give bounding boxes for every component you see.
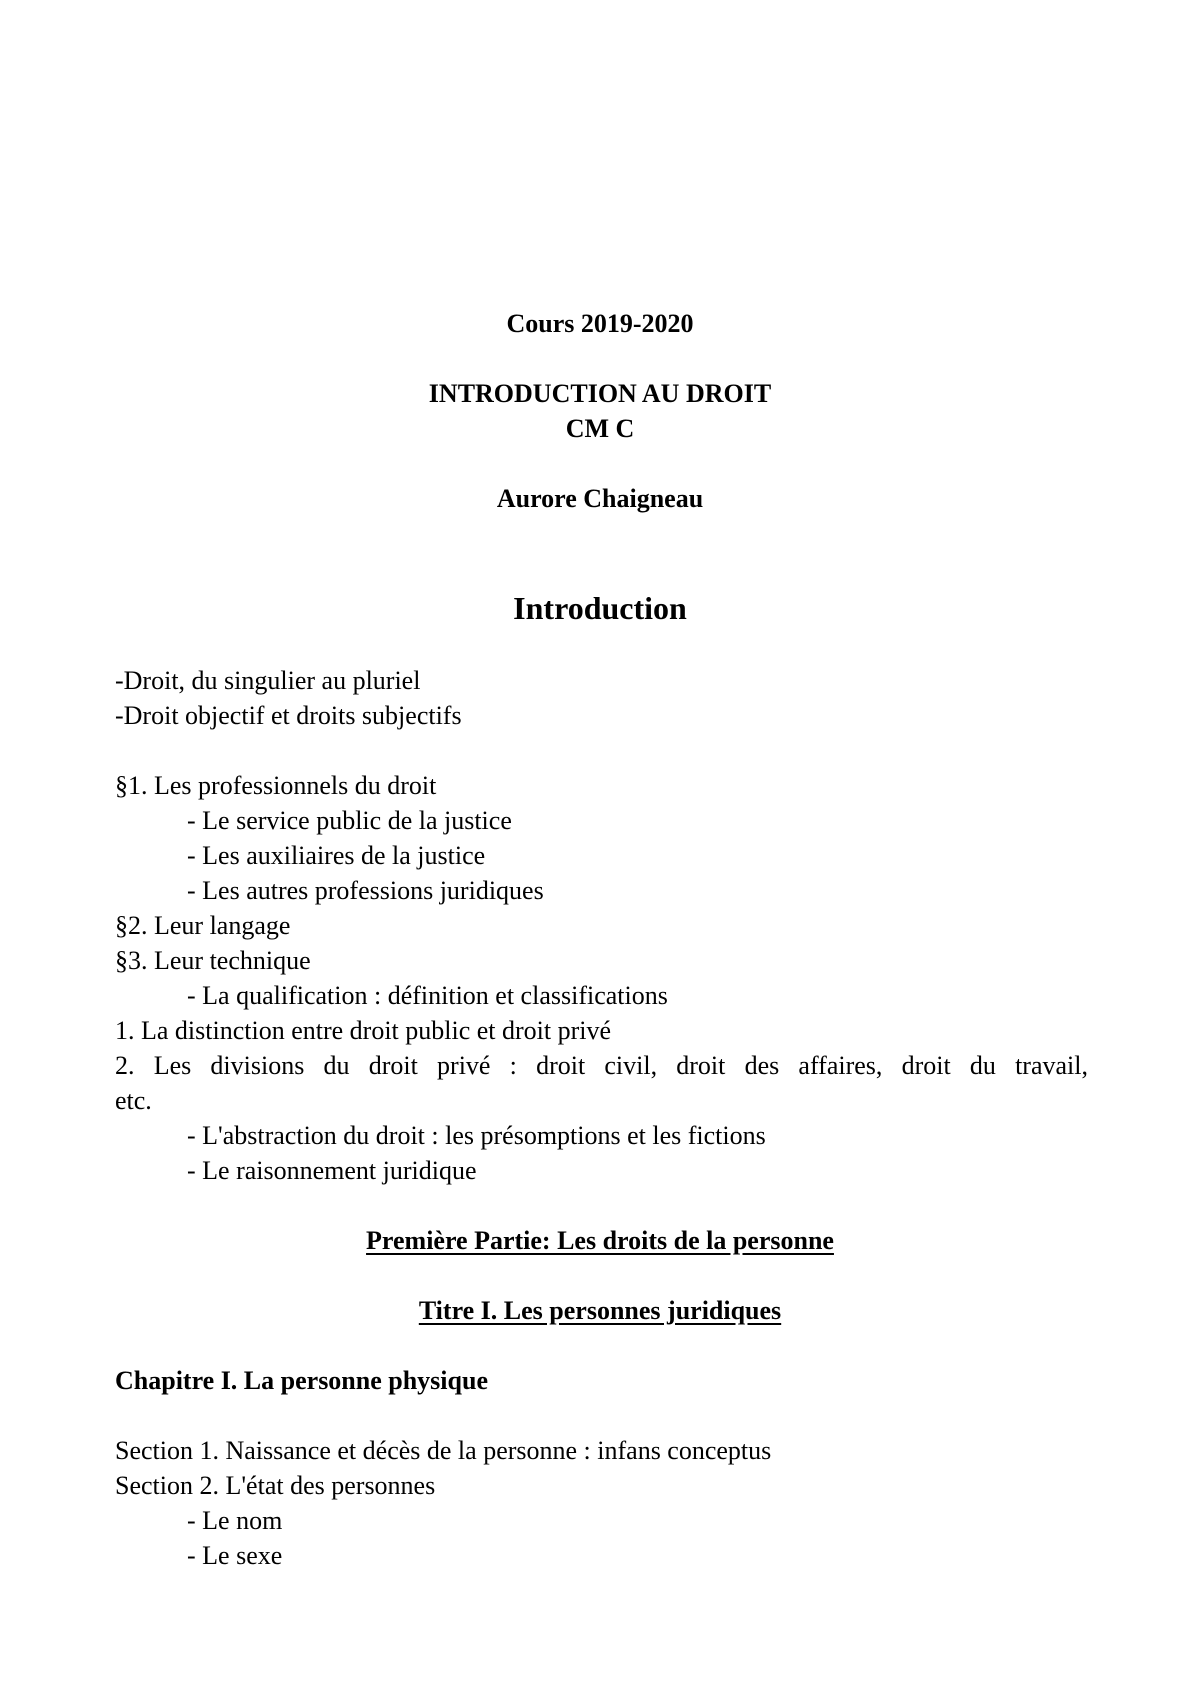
section-3-item: - Le raisonnement juridique bbox=[187, 1156, 477, 1185]
numbered-item: 2. Les divisions du droit privé : droit civil, droit des affaires, droit du travail, bbox=[115, 1051, 1088, 1080]
introduction-heading: Introduction bbox=[513, 590, 687, 626]
intro-point: -Droit objectif et droits subjectifs bbox=[115, 701, 462, 730]
numbered-item: 1. La distinction entre droit public et droit privé bbox=[115, 1016, 612, 1045]
section-3-title: §3. Leur technique bbox=[115, 946, 311, 975]
section-3-item: - L'abstraction du droit : les présomptions et les fictions bbox=[187, 1121, 766, 1150]
chapter-section: Section 1. Naissance et décès de la personne : infans conceptus bbox=[115, 1436, 772, 1465]
section-1-item: - Les auxiliaires de la justice bbox=[187, 841, 486, 870]
section-1-item: - Le service public de la justice bbox=[187, 806, 512, 835]
section-1-item: - Les autres professions juridiques bbox=[187, 876, 544, 905]
section-3-item: - La qualification : définition et classifications bbox=[187, 981, 668, 1010]
part-title: Première Partie: Les droits de la personne bbox=[366, 1226, 834, 1255]
titre-heading: Titre I. Les personnes juridiques bbox=[418, 1296, 782, 1325]
chapter-section-item: - Le nom bbox=[187, 1506, 283, 1535]
course-group: CM C bbox=[565, 414, 635, 443]
section-1-title: §1. Les professionnels du droit bbox=[115, 771, 437, 800]
author-name: Aurore Chaigneau bbox=[496, 484, 704, 513]
numbered-item-continuation: etc. bbox=[115, 1086, 152, 1115]
course-title: INTRODUCTION AU DROIT bbox=[428, 379, 772, 408]
intro-point: -Droit, du singulier au pluriel bbox=[115, 666, 421, 695]
chapter-section: Section 2. L'état des personnes bbox=[115, 1471, 436, 1500]
chapitre-heading: Chapitre I. La personne physique bbox=[115, 1366, 488, 1395]
course-year: Cours 2019-2020 bbox=[506, 309, 694, 338]
section-2-title: §2. Leur langage bbox=[115, 911, 291, 940]
chapter-section-item: - Le sexe bbox=[187, 1541, 283, 1570]
